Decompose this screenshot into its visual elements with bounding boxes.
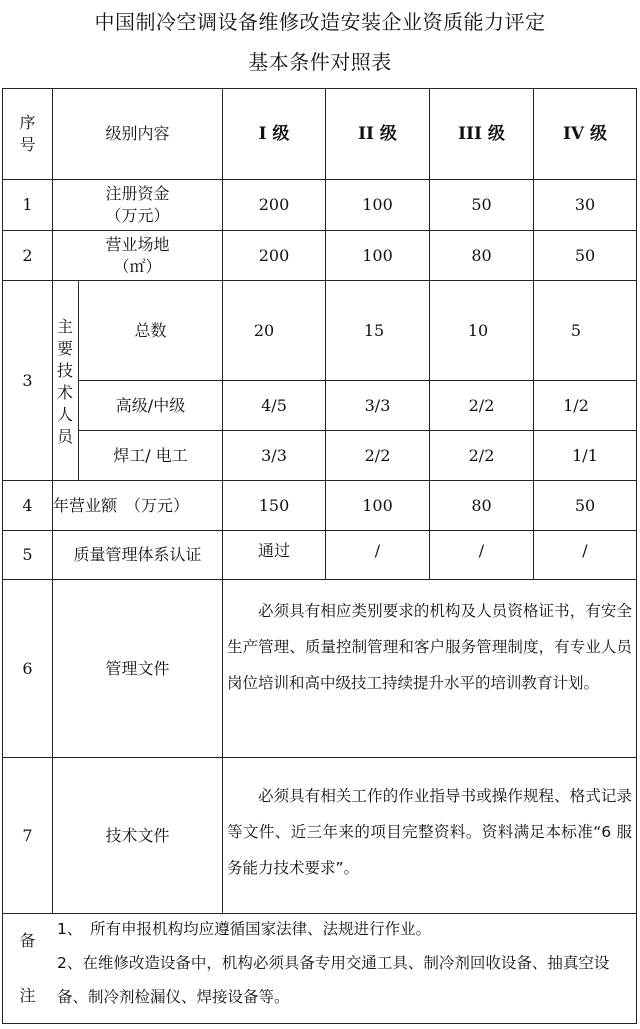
remark-note-2: 2、在维修改造设备中，机构必须具备专用交通工具、制冷剂回收设备、抽真空设备、制冷剂检漏仪、焊接设备等。 [57,954,610,1006]
header-seq-line2: 号 [19,135,36,154]
row1-label [53,180,222,230]
row4-value-3: 80 [471,495,492,515]
row3-sub3-value-3: 2/2 [468,445,495,465]
row2-label [53,231,222,280]
row3-sub2-label: 高级/中级 [115,395,186,415]
row3-group-label: 主要技术人员 [56,317,73,446]
row6-seq: 6 [22,658,33,678]
document-title: 中国制冷空调设备维修改造安装企业资质能力评定 [94,10,546,34]
row1-value-4: 30 [574,195,596,214]
remarks-notes [57,912,633,1014]
row3-sub1-label: 总数 [134,320,167,340]
row7-text: 必须具有相关工作的作业指导书或操作规程、格式记录等文件、近三年来的项目完整资料。资料满足本标准“6 服务能力技术要求”。 [227,787,632,877]
document-subtitle: 基本条件对照表 [248,50,392,74]
row4-seq: 4 [22,495,33,515]
header-level-4: IV 级 [562,124,608,144]
row2-value-4: 50 [574,245,596,265]
row1-label-line1: 注册资金 [105,184,170,203]
row2-value-3: 80 [471,245,492,265]
row2-seq: 2 [22,245,33,265]
row1-label-line2: （万元） [105,206,170,225]
row5-value-3: / [478,541,485,560]
header-level-1: I 级 [258,124,290,144]
row1-value-2: 100 [362,195,393,214]
row3-sub2-value-2: 3/3 [364,395,391,415]
row3-sub2-value-1: 4/5 [261,395,287,415]
remark-note-1: 1、 所有申报机构均应遵循国家法律、法规进行作业。 [57,920,432,938]
row4-label: 年营业额 （万元） [53,495,190,515]
row5-seq: 5 [22,545,33,564]
row3-sub2-value-3: 2/2 [468,395,495,415]
row3-sub1-value-2: 15 [363,320,385,340]
row2-label-line2: （㎡） [113,256,162,276]
row3-sub1-value-1: 20 [253,320,275,340]
row1-value-3: 50 [471,195,492,214]
row4-value-4: 50 [574,495,596,515]
row7-seq: 7 [22,825,33,845]
row2-value-2: 100 [362,245,393,265]
row2-value-1: 200 [258,245,290,265]
header-seq [3,89,52,179]
row5-value-2: / [374,541,381,560]
row3-sub1-value-4: 5 [570,320,582,340]
row3-sub1-value-3: 10 [467,320,489,340]
remarks-label [3,914,52,1023]
row3-sub2-value-4: 1/2 [563,395,589,415]
row3-sub3-value-2: 2/2 [364,445,391,465]
row5-label: 质量管理体系认证 [73,545,202,564]
row3-sub3-value-1: 3/3 [261,445,287,465]
header-level-3: III 级 [458,124,505,144]
row6-label: 管理文件 [105,658,170,678]
remarks-label-line1: 备 [19,931,36,951]
row5-value-4: / [582,541,588,560]
header-level-2: II 级 [358,124,397,144]
remarks-label-line2: 注 [19,985,36,1005]
header-seq-line1: 序 [19,113,36,132]
header-content: 级别内容 [105,124,170,143]
row3-seq: 3 [22,370,33,390]
row7-label: 技术文件 [105,825,170,845]
row6-text: 必须具有相应类别要求的机构及人员资格证书，有安全生产管理、质量控制管理和客户服务管理制度，有专业人员岗位培训和高中级技工持续提升水平的培训教育计划。 [227,602,632,692]
row4-value-1: 150 [258,495,290,515]
row5-value-1: 通过 [257,541,290,560]
row1-seq: 1 [22,195,33,214]
row3-sub3-label: 焊工/ 电工 [113,445,188,465]
row1-value-1: 200 [258,195,290,214]
row4-value-2: 100 [362,495,393,515]
row3-sub3-value-4: 1/1 [572,445,598,465]
row2-label-line1: 营业场地 [105,234,170,254]
